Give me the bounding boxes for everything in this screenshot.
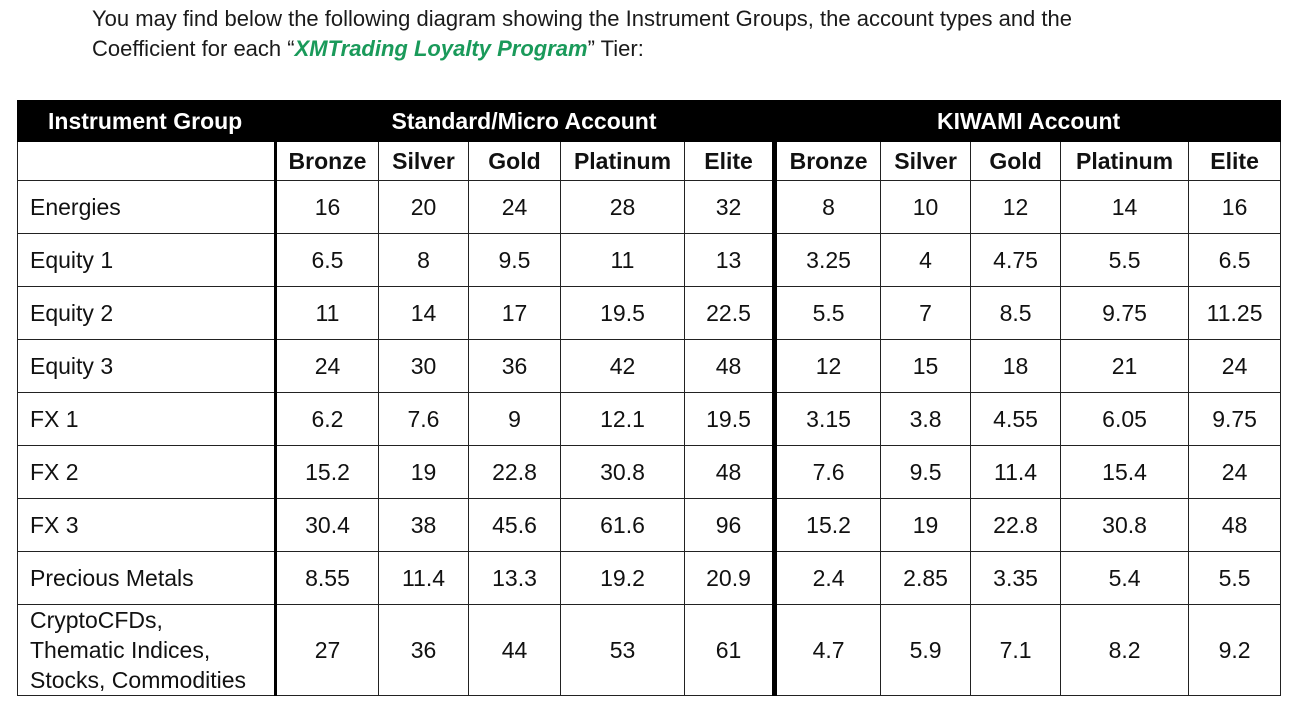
coefficient-cell: 27	[276, 605, 379, 696]
coefficient-cell: 8.55	[276, 552, 379, 605]
coefficient-cell: 4.55	[971, 393, 1061, 446]
coefficient-cell: 45.6	[469, 499, 561, 552]
standard-micro-account-header: Standard/Micro Account	[276, 101, 775, 142]
coefficient-cell: 16	[276, 181, 379, 234]
coefficient-cell: 30	[379, 340, 469, 393]
coefficient-cell: 8	[775, 181, 881, 234]
coefficient-cell: 2.4	[775, 552, 881, 605]
coefficient-cell: 36	[469, 340, 561, 393]
coefficient-cell: 22.8	[469, 446, 561, 499]
coefficient-cell: 6.05	[1061, 393, 1189, 446]
coefficient-cell: 5.4	[1061, 552, 1189, 605]
coefficient-cell: 5.5	[1189, 552, 1281, 605]
table-header-row	[18, 101, 1281, 142]
coefficient-cell: 21	[1061, 340, 1189, 393]
intro-line-1: You may find below the following diagram showing the Instrument Groups, the account types and the	[92, 6, 1072, 31]
tier-header: Silver	[881, 142, 971, 181]
coefficient-cell: 22.8	[971, 499, 1061, 552]
table-row	[18, 499, 1281, 552]
table-row	[18, 287, 1281, 340]
coefficient-cell: 19.5	[685, 393, 775, 446]
coefficient-cell: 19.5	[561, 287, 685, 340]
coefficient-cell: 17	[469, 287, 561, 340]
coefficient-cell: 13.3	[469, 552, 561, 605]
coefficient-cell: 30.8	[561, 446, 685, 499]
coefficient-cell: 8	[379, 234, 469, 287]
coefficient-cell: 22.5	[685, 287, 775, 340]
table-row	[18, 393, 1281, 446]
coefficient-cell: 6.5	[1189, 234, 1281, 287]
intro-line-2-suffix: ” Tier:	[587, 36, 644, 61]
instrument-group-cell: Equity 1	[18, 234, 276, 287]
instrument-group-cell: Equity 3	[18, 340, 276, 393]
coefficient-cell: 19	[379, 446, 469, 499]
tier-header: Bronze	[276, 142, 379, 181]
tier-header: Bronze	[775, 142, 881, 181]
coefficient-cell: 12.1	[561, 393, 685, 446]
coefficient-cell: 4	[881, 234, 971, 287]
coefficient-cell: 15.2	[276, 446, 379, 499]
tier-header-row	[18, 142, 1281, 181]
coefficient-cell: 44	[469, 605, 561, 696]
coefficient-cell: 7.6	[379, 393, 469, 446]
coefficient-cell: 5.5	[775, 287, 881, 340]
coefficient-cell: 5.5	[1061, 234, 1189, 287]
coefficient-cell: 10	[881, 181, 971, 234]
coefficient-cell: 24	[1189, 446, 1281, 499]
coefficient-cell: 7	[881, 287, 971, 340]
coefficient-cell: 96	[685, 499, 775, 552]
table-row	[18, 340, 1281, 393]
coefficient-cell: 18	[971, 340, 1061, 393]
coefficient-cell: 61	[685, 605, 775, 696]
coefficient-cell: 11.25	[1189, 287, 1281, 340]
coefficient-cell: 2.85	[881, 552, 971, 605]
table-row	[18, 552, 1281, 605]
instrument-group-header: Instrument Group	[18, 101, 276, 142]
coefficient-cell: 30.4	[276, 499, 379, 552]
instrument-group-cell: Equity 2	[18, 287, 276, 340]
table-row	[18, 234, 1281, 287]
tier-header: Silver	[379, 142, 469, 181]
tier-header: Platinum	[561, 142, 685, 181]
coefficient-cell: 8.2	[1061, 605, 1189, 696]
table-row	[18, 181, 1281, 234]
coefficient-cell: 3.35	[971, 552, 1061, 605]
instrument-group-line: Thematic Indices,	[30, 637, 211, 663]
coefficient-cell: 8.5	[971, 287, 1061, 340]
coefficient-cell: 11.4	[971, 446, 1061, 499]
coefficient-cell: 9.5	[469, 234, 561, 287]
tier-header: Platinum	[1061, 142, 1189, 181]
coefficient-cell: 20.9	[685, 552, 775, 605]
coefficient-cell: 14	[1061, 181, 1189, 234]
tier-header-empty	[18, 142, 276, 181]
coefficient-cell: 24	[276, 340, 379, 393]
instrument-group-cell	[18, 605, 276, 696]
coefficient-cell: 38	[379, 499, 469, 552]
coefficient-cell: 48	[685, 340, 775, 393]
coefficient-cell: 12	[775, 340, 881, 393]
coefficient-cell: 53	[561, 605, 685, 696]
coefficient-cell: 3.8	[881, 393, 971, 446]
coefficient-cell: 15	[881, 340, 971, 393]
tier-header: Elite	[685, 142, 775, 181]
coefficient-cell: 61.6	[561, 499, 685, 552]
coefficient-cell: 7.1	[971, 605, 1061, 696]
coefficient-cell: 36	[379, 605, 469, 696]
intro-line-2	[92, 34, 1242, 64]
coefficient-cell: 9.5	[881, 446, 971, 499]
coefficient-cell: 7.6	[775, 446, 881, 499]
coefficient-cell: 14	[379, 287, 469, 340]
coefficient-cell: 30.8	[1061, 499, 1189, 552]
coefficient-cell: 48	[685, 446, 775, 499]
table-row	[18, 605, 1281, 696]
instrument-group-cell: FX 1	[18, 393, 276, 446]
coefficient-cell: 3.25	[775, 234, 881, 287]
intro-line-2-prefix: Coefficient for each “	[92, 36, 295, 61]
intro-text	[92, 4, 1242, 64]
coefficient-cell: 11.4	[379, 552, 469, 605]
coefficient-cell: 24	[1189, 340, 1281, 393]
tier-header: Elite	[1189, 142, 1281, 181]
coefficient-cell: 12	[971, 181, 1061, 234]
coefficient-table	[17, 100, 1281, 696]
coefficient-cell: 19	[881, 499, 971, 552]
instrument-group-line: Stocks, Commodities	[30, 667, 247, 693]
coefficient-cell: 4.7	[775, 605, 881, 696]
coefficient-cell: 9	[469, 393, 561, 446]
instrument-group-cell: Precious Metals	[18, 552, 276, 605]
coefficient-cell: 11	[276, 287, 379, 340]
coefficient-cell: 6.2	[276, 393, 379, 446]
coefficient-cell: 11	[561, 234, 685, 287]
coefficient-cell: 15.2	[775, 499, 881, 552]
table-row	[18, 446, 1281, 499]
coefficient-cell: 9.75	[1061, 287, 1189, 340]
instrument-group-cell: FX 2	[18, 446, 276, 499]
coefficient-cell: 28	[561, 181, 685, 234]
tier-header: Gold	[971, 142, 1061, 181]
coefficient-cell: 48	[1189, 499, 1281, 552]
coefficient-cell: 42	[561, 340, 685, 393]
coefficient-cell: 13	[685, 234, 775, 287]
instrument-group-cell: FX 3	[18, 499, 276, 552]
coefficient-cell: 24	[469, 181, 561, 234]
kiwami-account-header: KIWAMI Account	[775, 101, 1281, 142]
loyalty-program-name: XMTrading Loyalty Program	[294, 36, 588, 61]
instrument-group-cell: Energies	[18, 181, 276, 234]
coefficient-cell: 9.75	[1189, 393, 1281, 446]
coefficient-cell: 20	[379, 181, 469, 234]
coefficient-cell: 16	[1189, 181, 1281, 234]
coefficient-cell: 15.4	[1061, 446, 1189, 499]
coefficient-cell: 3.15	[775, 393, 881, 446]
coefficient-cell: 32	[685, 181, 775, 234]
coefficient-cell: 6.5	[276, 234, 379, 287]
coefficient-cell: 19.2	[561, 552, 685, 605]
coefficient-cell: 4.75	[971, 234, 1061, 287]
coefficient-cell: 9.2	[1189, 605, 1281, 696]
coefficient-cell: 5.9	[881, 605, 971, 696]
instrument-group-line: CryptoCFDs,	[30, 607, 163, 633]
tier-header: Gold	[469, 142, 561, 181]
